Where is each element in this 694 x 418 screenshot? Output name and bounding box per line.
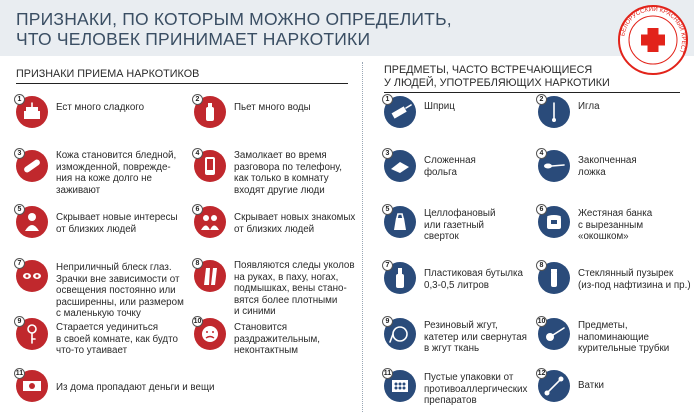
left-item-8: [194, 260, 362, 317]
item-number-badge: 4: [536, 148, 547, 159]
item-text: Сложенная фольга: [424, 155, 476, 178]
item-text: Скрывает новые интересы от близких людей: [56, 212, 178, 235]
item-text: Из дома пропадают деньги и вещи: [56, 382, 215, 393]
right-item-3: [384, 150, 552, 190]
right-item-12: [538, 370, 694, 410]
item-text: Шприц: [424, 101, 455, 112]
right-item-6: [538, 206, 694, 246]
item-text: Появляются следы уколов на руках, в паху, ногах, подмышках, вены стано- вятся более плотными и синими: [234, 260, 355, 317]
item-text: Стеклянный пузырек (из-под нафтизина и пр.): [578, 268, 691, 291]
title-line-2: ЧТО ЧЕЛОВЕК ПРИНИМАЕТ НАРКОТИКИ: [16, 29, 371, 49]
left-column-title: ПРИЗНАКИ ПРИЕМА НАРКОТИКОВ: [16, 68, 200, 80]
right-item-5: [384, 206, 552, 246]
item-number-badge: 9: [14, 316, 25, 327]
item-text: Закопченная ложка: [578, 155, 637, 178]
item-number-badge: 10: [193, 318, 202, 325]
item-text: Пьет много воды: [234, 102, 311, 113]
red-cross-icon: [616, 3, 690, 77]
item-number-badge: 6: [192, 204, 203, 215]
item-number-badge: 5: [382, 204, 393, 215]
item-text: Неприличный блеск глаз. Зрачки вне зависимости от освещения постоянно или расширенны, или размером с маленькую точку: [56, 262, 184, 319]
left-item-1: [16, 96, 184, 136]
item-number-badge: 9: [382, 316, 393, 327]
logo-ring-text: БЕЛОРУССКИЙ КРАСНЫЙ КРЕСТ: [619, 5, 688, 55]
item-number-badge: 2: [192, 94, 203, 105]
header-banner: [0, 0, 694, 56]
item-text: Кожа становится бледной, изможденной, поврежде- ния на коже долго не заживают: [56, 150, 177, 196]
left-item-10: [194, 318, 362, 358]
right-item-1: [384, 96, 552, 136]
item-number-badge: 10: [537, 318, 546, 325]
right-column-title: [384, 64, 610, 90]
right-item-9: [384, 318, 552, 358]
item-number-badge: 8: [536, 260, 547, 271]
left-item-11: [16, 370, 336, 410]
left-item-3: [16, 150, 184, 196]
item-number-badge: 2: [536, 94, 547, 105]
right-item-4: [538, 150, 694, 190]
item-number-badge: 7: [14, 258, 25, 269]
item-text: Предметы, напоминающие курительные трубки: [578, 320, 670, 354]
item-number-badge: 11: [383, 370, 392, 377]
item-text: Жестяная банка с вырезанным «окошком»: [578, 208, 653, 242]
right-title-line-2: У ЛЮДЕЙ, УПОТРЕБЛЯЮЩИХ НАРКОТИКИ: [384, 77, 610, 89]
item-text: Ест много сладкого: [56, 102, 145, 113]
right-title-line-1: ПРЕДМЕТЫ, ЧАСТО ВСТРЕЧАЮЩИЕСЯ: [384, 64, 593, 76]
item-text: Пустые упаковки от противоаллергических препаратов: [424, 372, 528, 406]
column-divider: [362, 62, 363, 412]
left-title-underline: [16, 83, 348, 84]
item-number-badge: 12: [537, 370, 546, 377]
right-item-11: [384, 370, 552, 410]
red-cross-logo: [616, 3, 690, 77]
item-number-badge: 6: [536, 204, 547, 215]
item-text: Пластиковая бутылка 0,3-0,5 литров: [424, 268, 523, 291]
item-text: Замолкает во время разговора по телефону, как только в комнату входят другие люди: [234, 150, 342, 196]
right-title-underline: [384, 92, 680, 93]
left-item-6: [194, 206, 362, 246]
item-number-badge: 7: [382, 260, 393, 271]
item-text: Резиновый жгут, катетер или свернутая в жгут ткань: [424, 320, 527, 354]
right-item-8: [538, 262, 694, 302]
item-text: Старается уединиться в своей комнате, как будто что-то утаивает: [56, 322, 178, 356]
item-number-badge: 4: [192, 148, 203, 159]
item-number-badge: 3: [382, 148, 393, 159]
page-title: [16, 9, 452, 49]
item-number-badge: 1: [14, 94, 25, 105]
item-number-badge: 3: [14, 148, 25, 159]
title-line-1: ПРИЗНАКИ, ПО КОТОРЫМ МОЖНО ОПРЕДЕЛИТЬ,: [16, 9, 452, 29]
left-item-5: [16, 206, 184, 246]
item-text: Ватки: [578, 380, 605, 391]
right-item-7: [384, 262, 552, 302]
left-item-9: [16, 318, 184, 358]
item-number-badge: 5: [14, 204, 25, 215]
item-text: Целлофановый или газетный сверток: [424, 208, 496, 242]
right-item-2: [538, 96, 694, 136]
left-item-2: [194, 96, 362, 136]
item-number-badge: 1: [382, 94, 393, 105]
item-number-badge: 11: [15, 370, 24, 377]
item-text: Становится раздражительным, неконтактным: [234, 322, 320, 356]
left-item-4: [194, 150, 362, 196]
item-text: Скрывает новых знакомых от близких людей: [234, 212, 356, 235]
right-item-10: [538, 318, 694, 358]
left-item-7: [16, 260, 184, 319]
item-number-badge: 8: [192, 258, 203, 269]
item-text: Игла: [578, 101, 600, 112]
